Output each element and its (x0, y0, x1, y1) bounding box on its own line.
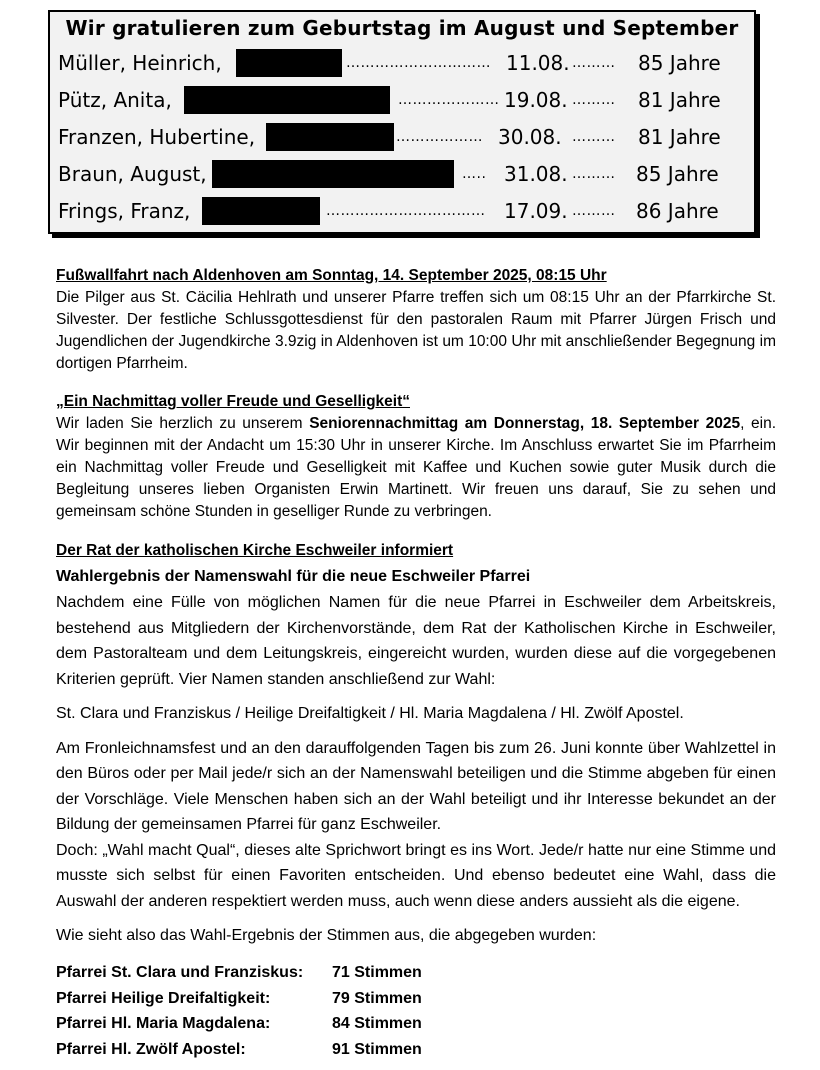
redaction-bar (266, 123, 394, 151)
article-body: Die Pilger aus St. Cäcilia Hehlrath und unserer Pfarre treffen sich um 08:15 Uhr an der Pfarrkirche St. Silvester. Der festliche Schlussgottesdienst für den pastoralen Raum mit Pfarrer Jürgen Frisch und Jugendlichen der Jugendkirche 3.9zig in Aldenhoven ist um 10:00 Uhr mit anschließender Begegnung im dortigen Pfarrheim. (56, 289, 776, 372)
leader-dots: ……… (572, 92, 616, 108)
result-votes: 71 Stimmen (332, 964, 422, 981)
leader-dots: ……… (572, 203, 616, 219)
article-heading: Der Rat der katholischen Kirche Eschweiler informiert (56, 542, 454, 559)
article-subheading: Wahlergebnis der Namenswahl für die neue Eschweiler Pfarrei (56, 568, 531, 585)
birthday-date: 30.08. (498, 125, 562, 149)
article-heading: „Ein Nachmittag voller Freude und Geselligkeit“ (56, 393, 410, 410)
birthday-age: 85 Jahre (638, 51, 721, 75)
article-paragraph: Wie sieht also das Wahl-Ergebnis der Stimmen aus, die abgegeben wurden: (56, 927, 597, 944)
article-senior-afternoon (56, 391, 776, 523)
birthday-name: Braun, August, (58, 162, 207, 186)
birthday-name: Frings, Franz, (58, 199, 191, 223)
leader-dots: ……… (572, 129, 616, 145)
result-label: Pfarrei Hl. Zwölf Apostel: (56, 1040, 246, 1058)
result-votes: 91 Stimmen (332, 1040, 422, 1058)
result-label: Pfarrei St. Clara und Franziskus: (56, 964, 304, 981)
result-votes: 79 Stimmen (332, 989, 422, 1007)
article-body (56, 413, 776, 523)
article-heading: Fußwallfahrt nach Aldenhoven am Sonntag, 14. September 2025, 08:15 Uhr (56, 267, 607, 284)
redaction-bar (184, 86, 390, 114)
leader-dots: ……… (572, 166, 616, 182)
leader-dots: ….. (462, 166, 487, 182)
birthday-date: 19.08. (504, 88, 568, 112)
birthday-row (58, 157, 750, 191)
result-label: Pfarrei Hl. Maria Magdalena: (56, 1015, 271, 1032)
article-name-election (56, 540, 776, 949)
result-votes: 84 Stimmen (332, 1015, 422, 1032)
birthday-date: 31.08. (504, 162, 568, 186)
redaction-bar (236, 49, 342, 77)
birthday-age: 81 Jahre (638, 88, 721, 112)
article-pilgrimage (56, 265, 776, 375)
redaction-bar (212, 160, 454, 188)
birthday-date: 17.09. (504, 199, 568, 223)
birthday-name: Müller, Heinrich, (58, 51, 222, 75)
article-paragraph: St. Clara und Franziskus / Heilige Dreifaltigkeit / Hl. Maria Magdalena / Hl. Zwölf Apostel. (56, 705, 684, 722)
birthday-row (58, 46, 750, 80)
leader-dots: …………………………… (326, 203, 486, 219)
body-bold-text: Seniorennachmittag am Donnerstag, 18. September 2025 (309, 415, 741, 432)
body-text: Wir laden Sie herzlich zu unserem (56, 415, 310, 432)
birthday-row (58, 194, 750, 228)
birthday-box (48, 10, 756, 234)
leader-dots: ……………… (396, 129, 483, 145)
birthday-row (58, 120, 750, 154)
leader-dots: ………………………… (346, 55, 491, 71)
birthday-age: 86 Jahre (636, 199, 719, 223)
redaction-bar (202, 197, 320, 225)
result-label: Pfarrei Heilige Dreifaltigkeit: (56, 989, 271, 1007)
birthday-age: 85 Jahre (636, 162, 719, 186)
birthday-title: Wir gratulieren zum Geburtstag im August und September (65, 16, 739, 40)
birthday-date: 11.08. (506, 51, 570, 75)
birthday-row (58, 83, 750, 117)
birthday-name: Franzen, Hubertine, (58, 125, 256, 149)
article-paragraph: Am Fronleichnamsfest und an den darauffolgenden Tagen bis zum 26. Juni konnte über Wahlzettel in den Büros oder per Mail jede/r sich an der Namenswahl beteiligen und die Stimme abgeben für einen der Vorschläge. Viele Menschen haben sich an der Wahl beteiligt und ihr Interesse bekundet an der Bildung der gemeinsamen Pfarrei für ganz Eschweiler. (56, 739, 776, 833)
birthday-age: 81 Jahre (638, 125, 721, 149)
article-paragraph: Nachdem eine Fülle von möglichen Namen für die neue Pfarrei in Eschweiler dem Arbeitskreis, bestehend aus Mitgliedern der Kirchenvorstände, dem Rat der Katholischen Kirche in Eschweiler, dem Pastoralteam und dem Leitungskreis, eingereicht wurden, wurden diese auf die vorgegebenen Kriterien geprüft. Vier Namen standen anschließend zur Wahl: (56, 594, 776, 688)
leader-dots: ………………… (398, 92, 500, 108)
body-text: , ein. Wir beginnen mit der Andacht um 15:30 Uhr in unserer Kirche. Im Anschluss erwartet Sie im Pfarrheim ein Nachmittag voller Freude und Geselligkeit mit Kaffee und Kuchen sowie guter Musik durch die Begleitung unseres lieben Organisten Erwin Martinett. Wir freuen uns darauf, Sie zu sehen und gemeinsam schöne Stunden in geselliger Runde zu verbringen. (56, 415, 776, 520)
leader-dots: ……… (572, 55, 616, 71)
article-paragraph: Doch: „Wahl macht Qual“, dieses alte Sprichwort bringt es ins Wort. Jede/r hatte nur eine Stimme und musste sich selbst für einen Favoriten entscheiden. Und ebenso bedeutet eine Wahl, dass die Auswahl der anderen respektiert werden muss, auch wenn diese anders aussieht als die eigene. (56, 841, 776, 910)
birthday-name: Pütz, Anita, (58, 88, 172, 112)
